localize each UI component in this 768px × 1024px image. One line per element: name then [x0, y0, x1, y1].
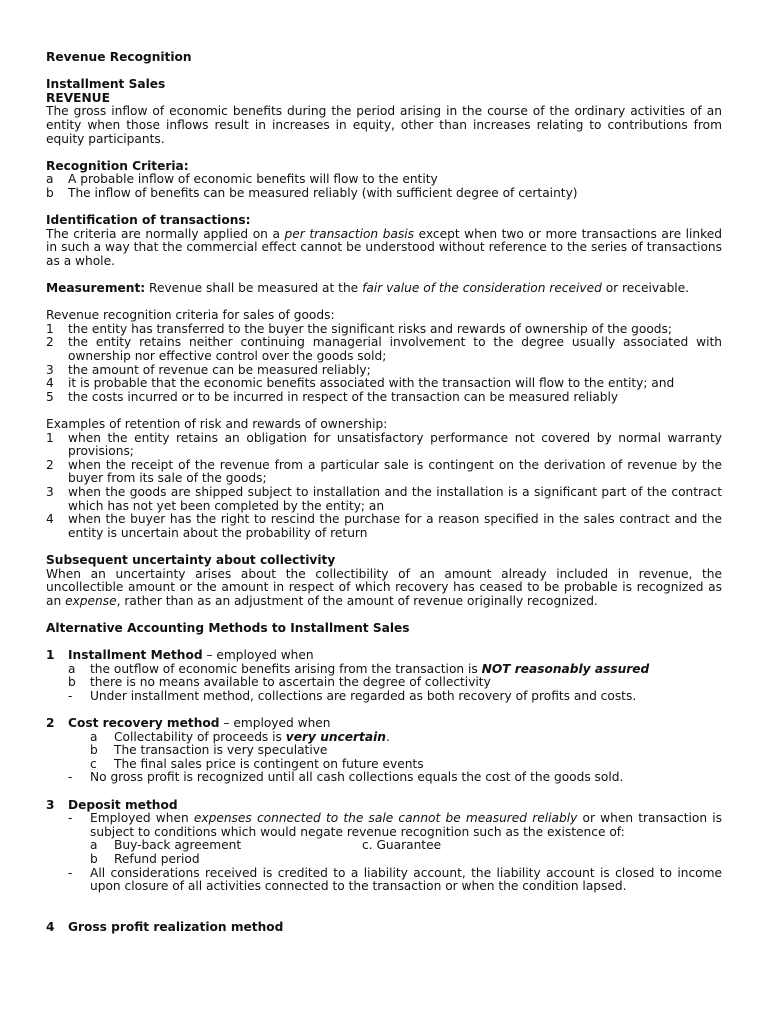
- method-suffix: – employed when: [202, 648, 314, 663]
- method-heading: [46, 717, 722, 731]
- method-number: 2: [46, 716, 55, 731]
- item-marker: 4: [46, 512, 54, 527]
- subsequent-heading: Subsequent uncertainty about collectivity: [46, 552, 336, 567]
- measurement-paragraph: [46, 282, 722, 296]
- list-item: [68, 676, 722, 690]
- list-item: [46, 364, 722, 378]
- item-marker: a: [46, 172, 54, 187]
- item-marker: -: [68, 688, 73, 703]
- list-item: [46, 459, 722, 486]
- list-item: [90, 853, 722, 867]
- item-marker: a: [90, 838, 98, 853]
- item-text: Refund period: [114, 852, 200, 867]
- item-marker: 3: [46, 485, 54, 499]
- text-run: , rather than as an adjustment of the amount of revenue originally recognized.: [116, 593, 598, 608]
- subsequent-paragraph: [46, 568, 722, 609]
- list-item: [46, 187, 722, 201]
- item-text: The transaction is very speculative: [114, 743, 328, 758]
- list-item: [68, 771, 722, 785]
- item-text: Collectability of proceeds is: [114, 729, 286, 744]
- goods-heading: Revenue recognition criteria for sales of goods:: [46, 308, 335, 323]
- italic-run: expense: [65, 593, 117, 608]
- item-text: No gross profit is recognized until all cash collections equals the cost of the goods sold.: [90, 770, 624, 785]
- item-marker: -: [68, 811, 73, 826]
- method-number: 4: [46, 920, 55, 934]
- item-marker: 2: [46, 457, 54, 472]
- list-item: [46, 336, 722, 363]
- list-item: [90, 744, 722, 758]
- item-marker: c: [90, 756, 97, 771]
- item-text: Under installment method, collections are regarded as both recovery of profits and costs.: [90, 688, 637, 703]
- method-number: 3: [46, 797, 55, 812]
- identification-heading: Identification of transactions:: [46, 213, 251, 228]
- item-marker: b: [90, 743, 98, 758]
- item-marker: -: [68, 770, 73, 785]
- italic-run: expenses connected to the sale cannot be measured reliably: [193, 811, 578, 826]
- item-marker: a: [90, 729, 98, 744]
- text-run: The criteria are normally applied on a: [46, 226, 285, 241]
- item-text: the entity retains neither continuing managerial involvement to the degree usually associated with ownership nor effective control over the goods sold;: [68, 335, 722, 364]
- item-text: when the receipt of the revenue from a particular sale is contingent on the derivation of revenue by the buyer from its sale of the goods;: [68, 457, 722, 486]
- item-marker: 1: [46, 430, 54, 445]
- list-item: [46, 391, 722, 405]
- method-number: 1: [46, 648, 55, 663]
- item-text: c. Guarantee: [362, 838, 442, 853]
- item-text: the entity has transferred to the buyer the significant risks and rewards of ownership of the goods;: [68, 321, 672, 336]
- identification-paragraph: [46, 228, 722, 269]
- text-run: When an uncertainty arises about the collectibility of an amount already included in revenue, the uncollectible amount or the amount in respect of which recovery has ceased to be probable is recognized as an: [46, 566, 722, 608]
- criteria-heading: Recognition Criteria:: [46, 158, 189, 173]
- method-title: Cost recovery method: [68, 716, 220, 731]
- revenue-definition: The gross inflow of economic benefits during the period arising in the course of the ordinary activities of an entity when those inflows result in increases in equity, other than increases relating to contributions from equity participants.: [46, 104, 722, 146]
- item-text: the amount of revenue can be measured reliably;: [68, 362, 371, 377]
- list-item: [46, 377, 722, 391]
- method-title: Gross profit realization method: [68, 920, 284, 934]
- text-run: except when two or more transactions are linked in such a way that the commercial effect cannot be understood without reference to the series of transactions as a whole.: [46, 226, 722, 268]
- retention-heading: Examples of retention of risk and rewards of ownership:: [46, 417, 388, 432]
- item-marker: 4: [46, 376, 54, 391]
- item-text: the outflow of economic benefits arising from the transaction is: [90, 661, 482, 676]
- list-item: [90, 839, 722, 853]
- method-heading: [46, 649, 722, 663]
- italic-run: per transaction basis: [284, 226, 415, 241]
- text-run: or receivable.: [601, 281, 690, 296]
- item-text: there is no means available to ascertain the degree of collectivity: [90, 675, 491, 690]
- item-text: it is probable that the economic benefits associated with the transaction will flow to the entity; and: [68, 376, 675, 391]
- list-item: [46, 323, 722, 337]
- item-text: when the goods are shipped subject to installation and the installation is a significant part of the contract which has not yet been completed by the entity; an: [68, 485, 722, 513]
- item-marker: 2: [46, 335, 54, 350]
- item-marker: a: [68, 661, 76, 676]
- item-text: Employed when: [90, 811, 194, 826]
- revenue-heading: REVENUE: [46, 90, 110, 105]
- method-heading: [46, 921, 722, 935]
- list-item: [46, 513, 722, 540]
- text-run: Revenue shall be measured at the: [145, 281, 363, 296]
- method-heading: [46, 799, 722, 813]
- item-text: The final sales price is contingent on future events: [114, 756, 424, 771]
- item-text: All considerations received is credited to a liability account, the liability account is closed to income upon closure of all activities connected to the transaction or when the condition lapsed.: [90, 865, 722, 894]
- item-text: The inflow of benefits can be measured reliably (with sufficient degree of certainty): [68, 185, 578, 200]
- item-text: A probable inflow of economic benefits will flow to the entity: [68, 172, 438, 187]
- emphasis-run: very uncertain: [285, 729, 386, 744]
- item-text: Buy-back agreement: [114, 838, 242, 853]
- item-marker: b: [46, 185, 54, 200]
- item-marker: b: [90, 852, 98, 867]
- item-marker: -: [68, 865, 73, 880]
- item-text: .: [385, 729, 390, 744]
- alternative-methods-heading: Alternative Accounting Methods to Installment Sales: [46, 620, 410, 635]
- list-item: [90, 731, 722, 745]
- method-suffix: – employed when: [219, 716, 331, 731]
- list-item: [90, 758, 722, 772]
- list-item: [68, 812, 722, 839]
- item-text: the costs incurred or to be incurred in respect of the transaction can be measured reliably: [68, 389, 619, 404]
- item-marker: 1: [46, 321, 54, 336]
- list-item: [46, 486, 722, 513]
- measurement-label: Measurement:: [46, 281, 146, 296]
- item-marker: 5: [46, 389, 54, 404]
- list-item: [46, 173, 722, 187]
- list-item: [46, 432, 722, 459]
- doc-title: Revenue Recognition: [46, 50, 192, 64]
- method-title: Installment Method: [68, 648, 203, 663]
- item-text: when the buyer has the right to rescind the purchase for a reason specified in the sales contract and the entity is uncertain about the probability of return: [68, 512, 722, 540]
- item-marker: b: [68, 675, 76, 690]
- list-item: [68, 867, 722, 894]
- document-page: [46, 51, 722, 935]
- list-item: [68, 690, 722, 704]
- item-marker: 3: [46, 362, 54, 377]
- item-text: when the entity retains an obligation for unsatisfactory performance not covered by normal warranty provisions;: [68, 430, 722, 459]
- italic-run: fair value of the consideration received: [362, 281, 602, 296]
- method-title: Deposit method: [68, 797, 178, 812]
- doc-subtitle: Installment Sales: [46, 77, 166, 92]
- item-text: or when transaction is subject to conditions which would negate revenue recognition such as the existence of:: [90, 811, 723, 839]
- emphasis-run: NOT reasonably assured: [481, 661, 650, 676]
- list-item: [68, 663, 722, 677]
